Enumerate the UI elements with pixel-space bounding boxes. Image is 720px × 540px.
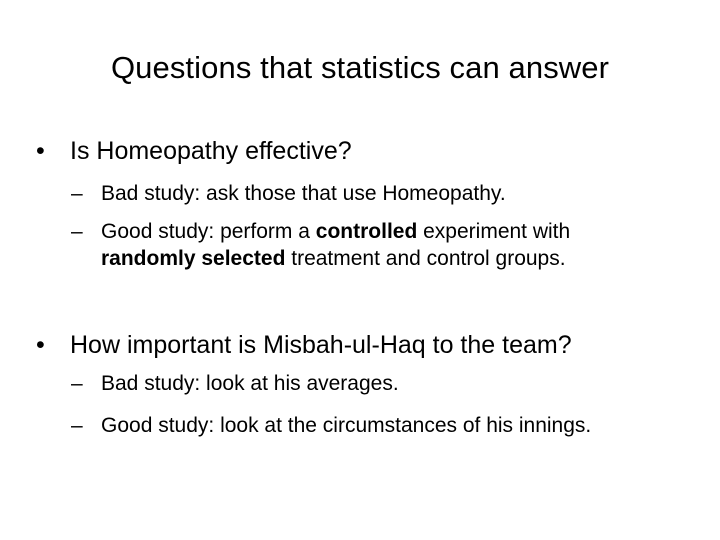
slide-title: Questions that statistics can answer (110, 50, 610, 85)
sub-bullet-text: Good study: perform a (101, 220, 316, 243)
sub-bullet-item (71, 370, 681, 397)
sub-bullet-item (71, 412, 641, 439)
emphasis-text: controlled (315, 220, 418, 243)
bullet-item (36, 330, 572, 360)
sub-bullet-marker: – (71, 372, 83, 395)
sub-bullet-marker: – (71, 182, 83, 205)
sub-bullet-marker: – (71, 414, 83, 437)
bullet-marker: • (36, 137, 45, 165)
bullet-text: Is Homeopathy effective? (70, 137, 352, 165)
sub-bullet-marker: – (71, 220, 83, 243)
sub-bullet-item (71, 180, 681, 207)
sub-bullet-item (71, 218, 661, 272)
bullet-text: How important is Misbah-ul-Haq to the team? (70, 331, 572, 359)
sub-bullet-text: experiment with (417, 220, 571, 243)
bullet-marker: • (36, 331, 45, 359)
bullet-item (36, 136, 352, 166)
emphasis-text: randomly selected (101, 247, 286, 270)
sub-bullet-text: Good study: look at the circumstances of his innings. (101, 414, 592, 437)
sub-bullet-text: treatment and control groups. (285, 247, 566, 270)
sub-bullet-text: Bad study: look at his averages. (101, 372, 399, 395)
sub-bullet-text: Bad study: ask those that use Homeopathy. (101, 182, 506, 205)
